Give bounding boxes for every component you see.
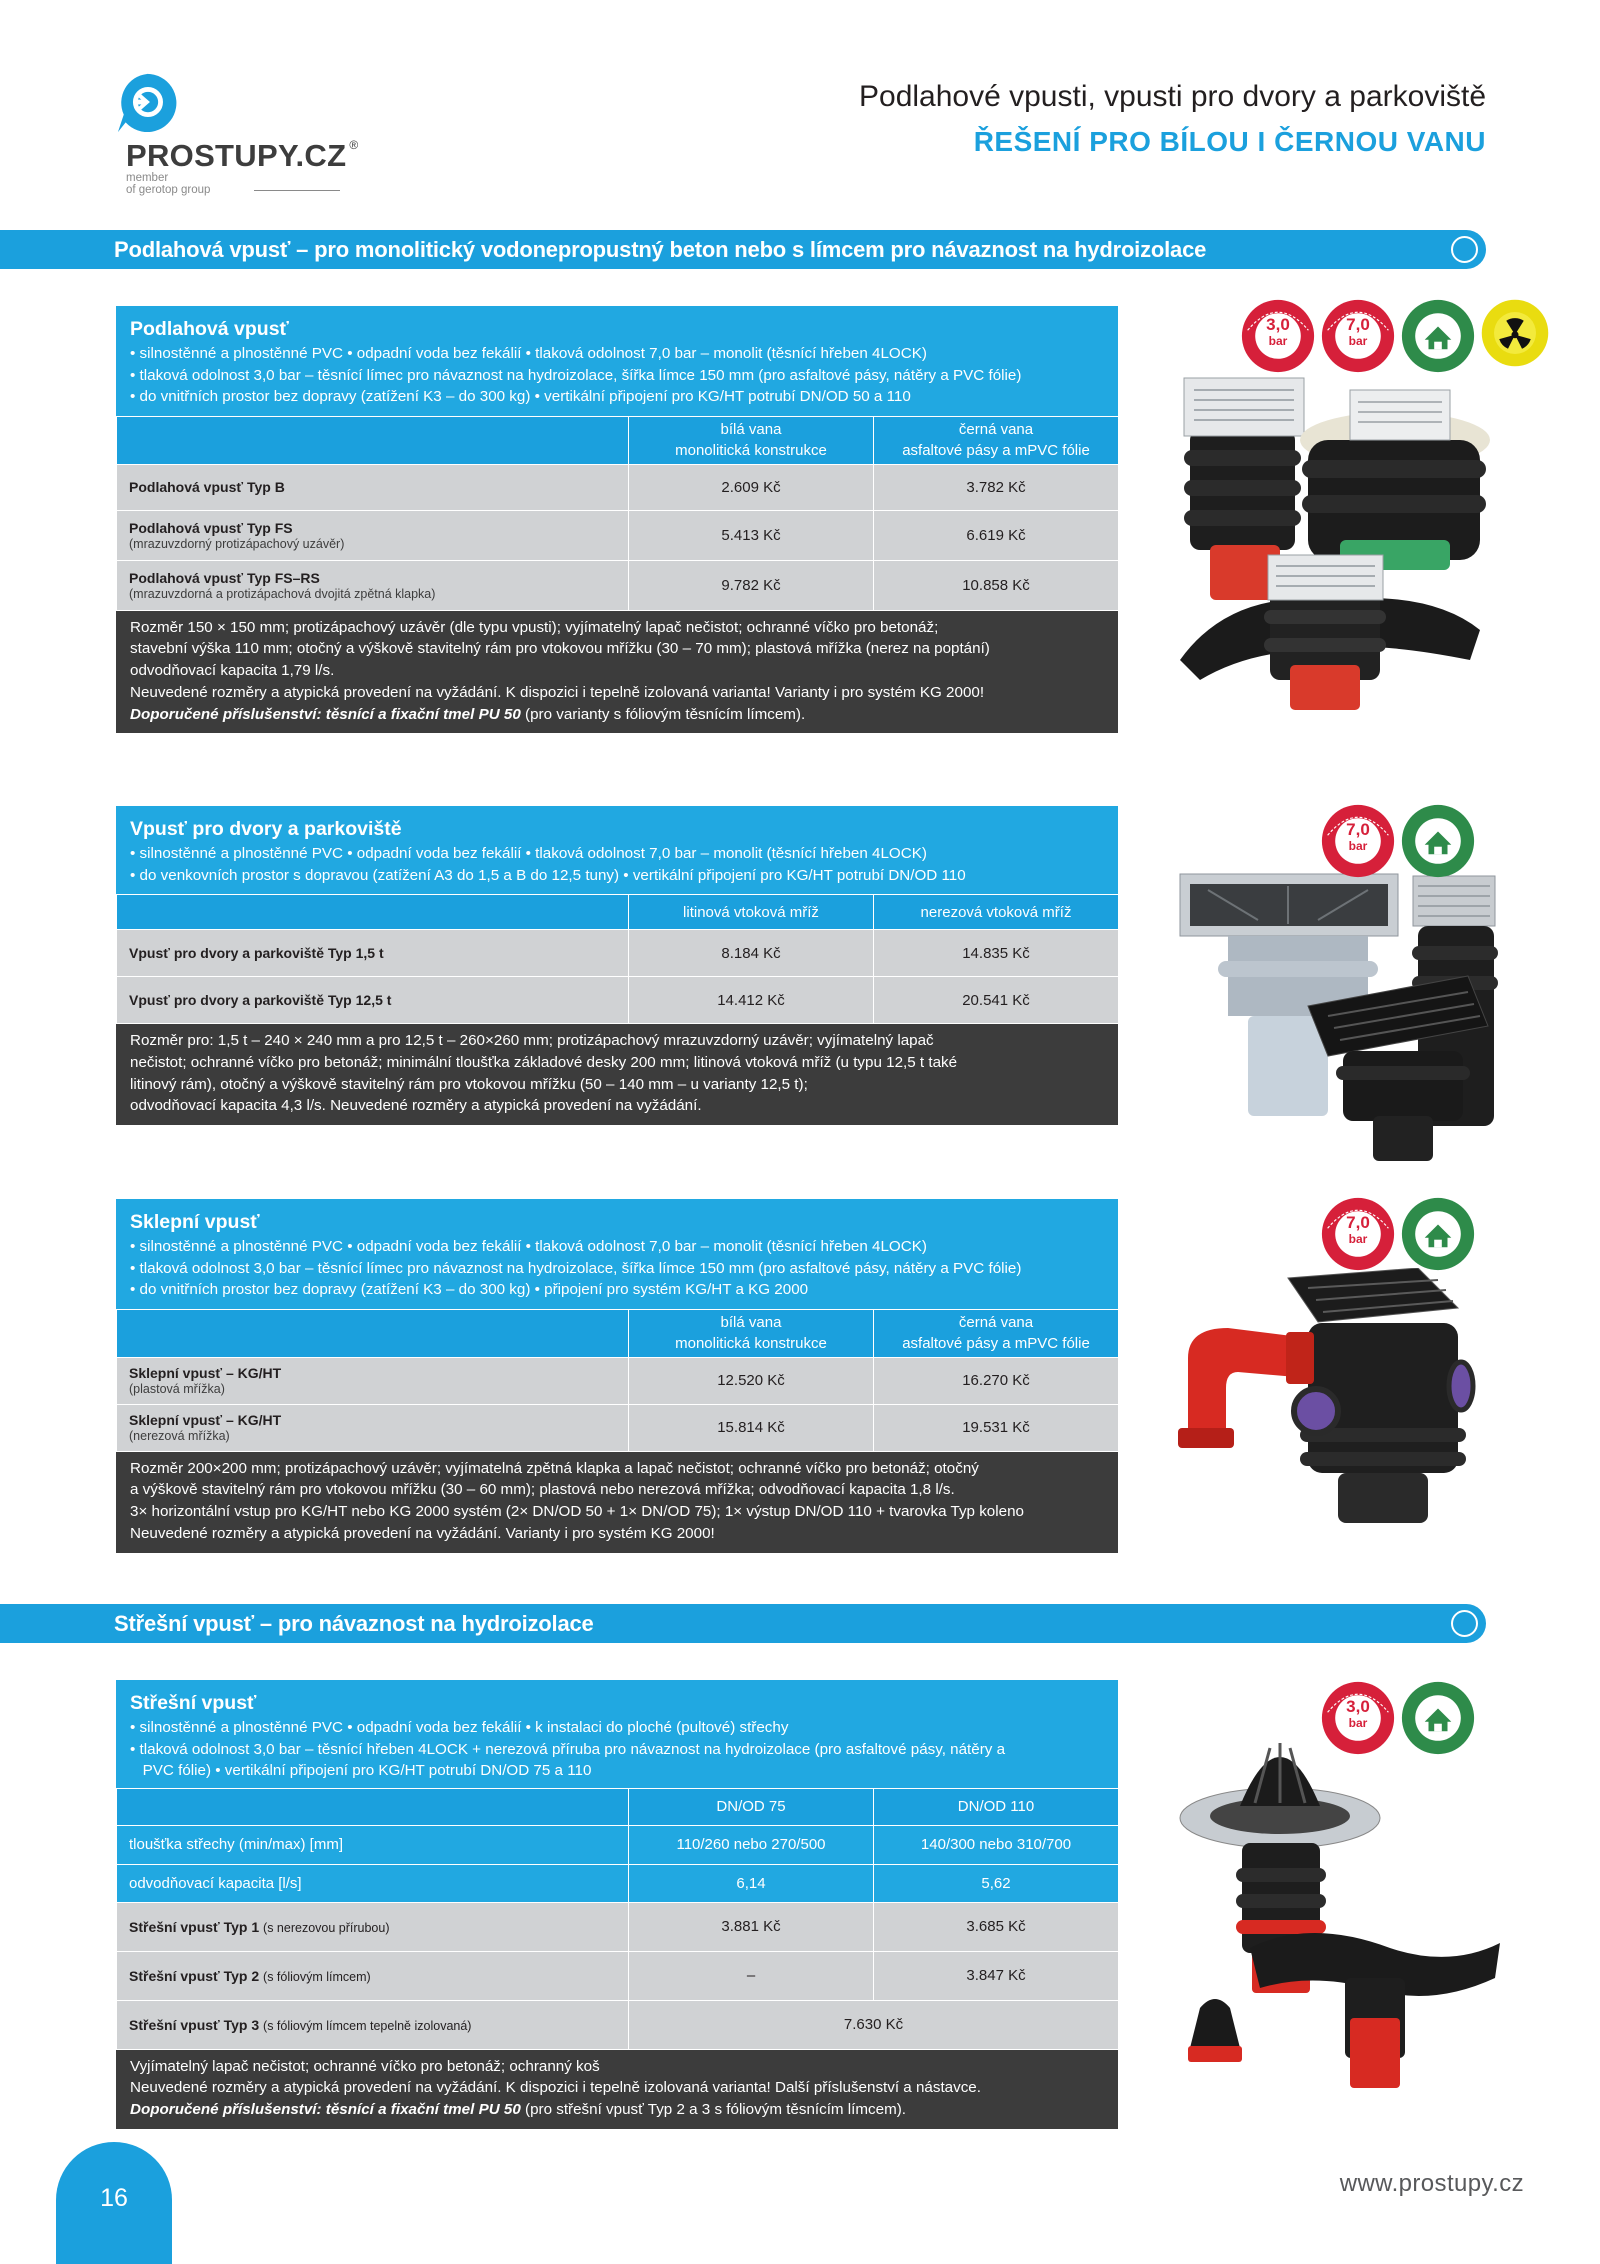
table-row bbox=[117, 1951, 1119, 2000]
pressure-7-bar-badge: 7,0 bar bbox=[1320, 1196, 1396, 1272]
spec-row bbox=[117, 1864, 1119, 1902]
product-block-floor-drain bbox=[116, 306, 1118, 733]
price-cell: 2.609 Kč bbox=[629, 464, 874, 510]
row-label: Podlahová vpusť Typ FS (mrazuvzdorný protizápachový uzávěr) bbox=[117, 510, 629, 560]
page-number-tab bbox=[56, 2142, 172, 2264]
new-building-badge bbox=[1400, 803, 1476, 879]
price-cell: 3.847 Kč bbox=[874, 1951, 1119, 2000]
block-bullet: • tlaková odolnost 3,0 bar – těsnící límec pro návaznost na hydroizolace, šířka límce 150 mm (pro asfaltové pásy, nátěry a PVC fólie) bbox=[130, 1259, 1022, 1277]
block-header bbox=[116, 806, 1118, 894]
price-cell: 20.541 Kč bbox=[874, 977, 1119, 1024]
block-note: Rozměr 150 × 150 mm; protizápachový uzávěr (dle typu vpusti); vyjímatelný lapač nečistot; ochranné víčko pro betonáž; stavební výška 110 mm; otočný a výškově stavitelný rám pro vtokovou mřížku (30 – 70 mm); plastová mřížka (nerez na poptání) odvodňovací kapacita 1,79 l/s. Neuvedené rozměry a atypická provedení na vyžádání. K dispozici i tepelně izolovaná varianta! Varianty i pro systém KG 2000! Doporučené příslušenství: těsnící a fixační tmel PU 50 (pro varianty s fóliovým těsnícím límcem). bbox=[116, 611, 1118, 734]
block-bullet: • do vnitřních prostor bez dopravy (zatížení K3 – do 300 kg) • vertikální připojení pro KG/HT potrubí DN/OD 50 a 110 bbox=[130, 388, 911, 405]
block-header bbox=[116, 1680, 1118, 1788]
column-header: černá vana asfaltové pásy a mPVC fólie bbox=[874, 1309, 1119, 1357]
price-cell: 3.685 Kč bbox=[874, 1902, 1119, 1951]
block-bullet: • tlaková odolnost 3,0 bar – těsnící límec pro návaznost na hydroizolace, šířka límce 150 mm (pro asfaltové pásy, nátěry a PVC fólie) bbox=[130, 366, 1022, 384]
spec-label: odvodňovací kapacita [l/s] bbox=[117, 1864, 629, 1902]
member-line-1: member bbox=[126, 172, 169, 184]
radon-protection-badge bbox=[1480, 298, 1550, 368]
section-bar-roof-drains bbox=[0, 1604, 1486, 1643]
row-label: Střešní vpusť Typ 3 (s fóliovým límcem tepelně izolovaná) bbox=[117, 2000, 629, 2049]
table-row bbox=[117, 510, 1119, 560]
table-row bbox=[117, 560, 1119, 610]
price-table bbox=[116, 894, 1119, 1024]
footer-website-link[interactable]: www.prostupy.cz bbox=[1339, 2170, 1524, 2197]
new-building-badge bbox=[1400, 1680, 1476, 1756]
price-cell: 5.413 Kč bbox=[629, 510, 874, 560]
table-row bbox=[117, 977, 1119, 1024]
section-title: Podlahová vpusť – pro monolitický vodonepropustný beton nebo s límcem pro návaznost na hydroizolace bbox=[114, 237, 1207, 262]
block-title: Sklepní vpusť bbox=[130, 1211, 260, 1233]
price-cell: – bbox=[629, 1951, 874, 2000]
table-row bbox=[117, 2000, 1119, 2049]
header-cell-empty bbox=[117, 1309, 629, 1357]
price-cell: 6.619 Kč bbox=[874, 510, 1119, 560]
block-note: Vyjímatelný lapač nečistot; ochranné víčko pro betonáž; ochranný koš Neuvedené rozměry a atypická provedení na vyžádání. K dispozici i tepelně izolovaná varianta! Další příslušenství a nástavce. Doporučené příslušenství: těsnící a fixační tmel PU 50 (pro střešní vpusť Typ 2 a 3 s fóliovým těsnícím límcem). bbox=[116, 2050, 1118, 2129]
spec-label: tloušťka střechy (min/max) [mm] bbox=[117, 1825, 629, 1864]
price-table bbox=[116, 1309, 1119, 1452]
column-header: bílá vana monolitická konstrukce bbox=[629, 416, 874, 464]
roof-drain-product-image bbox=[1170, 1718, 1500, 2108]
column-header: bílá vana monolitická konstrukce bbox=[629, 1309, 874, 1357]
block-note: Rozměr pro: 1,5 t – 240 × 240 mm a pro 12,5 t – 260×260 mm; protizápachový mrazuvzdorný uzávěr; vyjímatelný lapač nečistot; ochranné víčko pro betonáž; minimální tloušťka základové desky 200 mm; litinová vtoková mříž (u typu 12,5 t také litinový rám), otočný a výškově stavitelný rám pro vtokovou mřížku (50 – 140 mm – u varianty 12,5 t); odvodňovací kapacita 4,3 l/s. Neuvedené rozměry a atypická provedení na vyžádání. bbox=[116, 1024, 1118, 1125]
block-header bbox=[116, 306, 1118, 416]
spec-value: 6,14 bbox=[629, 1864, 874, 1902]
spec-value: 5,62 bbox=[874, 1864, 1119, 1902]
block-header bbox=[116, 1199, 1118, 1309]
price-cell: 3.782 Kč bbox=[874, 464, 1119, 510]
table-row bbox=[117, 1902, 1119, 1951]
table-row bbox=[117, 464, 1119, 510]
row-label: Podlahová vpusť Typ FS–RS (mrazuvzdorná a protizápachová dvojitá zpětná klapka) bbox=[117, 560, 629, 610]
table-row bbox=[117, 1357, 1119, 1404]
price-cell: 8.184 Kč bbox=[629, 930, 874, 977]
column-header: litinová vtoková mříž bbox=[629, 895, 874, 930]
accessory-highlight: Doporučené příslušenství: těsnící a fixační tmel PU 50 bbox=[130, 705, 521, 723]
pressure-7-bar-badge: 7,0 bar bbox=[1320, 803, 1396, 879]
price-table bbox=[116, 416, 1119, 611]
accessory-highlight: Doporučené příslušenství: těsnící a fixační tmel PU 50 bbox=[130, 2101, 521, 2119]
new-building-badge bbox=[1400, 1196, 1476, 1272]
price-cell: 10.858 Kč bbox=[874, 560, 1119, 610]
header-cell-empty bbox=[117, 1788, 629, 1825]
column-header: DN/OD 75 bbox=[629, 1788, 874, 1825]
section-bar-floor-drains bbox=[0, 230, 1486, 269]
pressure-3-bar-badge: 3,0 bar bbox=[1320, 1680, 1396, 1756]
new-building-badge bbox=[1400, 298, 1476, 374]
row-label: Sklepní vpusť – KG/HT (plastová mřížka) bbox=[117, 1357, 629, 1404]
price-cell: 15.814 Kč bbox=[629, 1404, 874, 1451]
block-bullet: PVC fólie) • vertikální připojení pro KG/HT potrubí DN/OD 75 a 110 bbox=[130, 1762, 592, 1779]
page-title: Podlahové vpusti, vpusti pro dvory a parkoviště bbox=[859, 80, 1486, 113]
block-title: Střešní vpusť bbox=[130, 1692, 257, 1714]
ring-icon bbox=[1451, 1610, 1478, 1637]
block-bullet: • do vnitřních prostor bez dopravy (zatížení K3 – do 300 kg) • připojení pro systém KG/HT a KG 2000 bbox=[130, 1281, 809, 1298]
brand-logo[interactable] bbox=[112, 62, 372, 202]
page-number: 16 bbox=[100, 2184, 128, 2212]
row-label: Střešní vpusť Typ 1 (s nerezovou přírubou) bbox=[117, 1902, 629, 1951]
price-cell: 12.520 Kč bbox=[629, 1357, 874, 1404]
spec-value: 110/260 nebo 270/500 bbox=[629, 1825, 874, 1864]
spec-row bbox=[117, 1825, 1119, 1864]
block-bullet: • silnostěnné a plnostěnné PVC • odpadní voda bez fekálií • tlaková odolnost 7,0 bar – monolit (těsnící hřeben 4LOCK) bbox=[130, 1238, 927, 1255]
ring-icon bbox=[1451, 236, 1478, 263]
price-table bbox=[116, 1788, 1119, 2050]
row-label: Vpusť pro dvory a parkoviště Typ 12,5 t bbox=[117, 977, 629, 1024]
member-line-2: of gerotop group bbox=[126, 184, 211, 196]
product-block-roof-drain bbox=[116, 1680, 1118, 2129]
price-cell: 3.881 Kč bbox=[629, 1902, 874, 1951]
pressure-7-bar-badge: 7,0 bar bbox=[1320, 298, 1396, 374]
logo-mark-icon bbox=[116, 72, 178, 134]
product-block-cellar-drain bbox=[116, 1199, 1118, 1553]
product-block-yard-drain bbox=[116, 806, 1118, 1125]
price-cell-merged: 7.630 Kč bbox=[629, 2000, 1119, 2049]
block-bullet: • tlaková odolnost 3,0 bar – těsnící hřeben 4LOCK + nerezová příruba pro návaznost na hydroizolace (pro asfaltové pásy, nátěry a bbox=[130, 1740, 1006, 1758]
table-row bbox=[117, 930, 1119, 977]
price-cell: 16.270 Kč bbox=[874, 1357, 1119, 1404]
pressure-3-bar-badge: 3,0 bar bbox=[1240, 298, 1316, 374]
block-title: Podlahová vpusť bbox=[130, 318, 289, 340]
price-cell: 19.531 Kč bbox=[874, 1404, 1119, 1451]
block-bullet: • silnostěnné a plnostěnné PVC • odpadní voda bez fekálií • tlaková odolnost 7,0 bar – monolit (těsnící hřeben 4LOCK) bbox=[130, 345, 927, 362]
column-header: DN/OD 110 bbox=[874, 1788, 1119, 1825]
yard-drain-product-image bbox=[1168, 866, 1498, 1166]
cellar-drain-product-image bbox=[1168, 1268, 1498, 1528]
logo-divider bbox=[254, 190, 340, 191]
header-cell-empty bbox=[117, 416, 629, 464]
price-cell: 9.782 Kč bbox=[629, 560, 874, 610]
block-bullet: • silnostěnné a plnostěnné PVC • odpadní voda bez fekálií • tlaková odolnost 7,0 bar – monolit (těsnící hřeben 4LOCK) bbox=[130, 845, 927, 862]
row-label: Podlahová vpusť Typ B bbox=[117, 464, 629, 510]
registered-mark: ® bbox=[349, 138, 359, 152]
header-cell-empty bbox=[117, 895, 629, 930]
column-header: černá vana asfaltové pásy a mPVC fólie bbox=[874, 416, 1119, 464]
row-label: Vpusť pro dvory a parkoviště Typ 1,5 t bbox=[117, 930, 629, 977]
row-label: Střešní vpusť Typ 2 (s fóliovým límcem) bbox=[117, 1951, 629, 2000]
section-title: Střešní vpusť – pro návaznost na hydroizolace bbox=[114, 1611, 594, 1636]
brand-member-text bbox=[126, 172, 210, 196]
page-subtitle: ŘEŠENÍ PRO BÍLOU I ČERNOU VANU bbox=[973, 126, 1486, 157]
floor-drain-product-image bbox=[1170, 360, 1490, 720]
block-note: Rozměr 200×200 mm; protizápachový uzávěr; vyjímatelná zpětná klapka a lapač nečistot; ochranné víčko pro betonáž; otočný a výškově stavitelný rám pro vtokovou mřížku (30 – 60 mm); plastová nebo nerezová mřížka; odvodňovací kapacita 1,8 l/s. 3× horizontální vstup pro KG/HT nebo KG 2000 systém (2× DN/OD 50 + 1× DN/OD 75); 1× výstup DN/OD 110 + tvarovka Typ koleno Neuvedené rozměry a atypická provedení na vyžádání. Varianty i pro systém KG 2000! bbox=[116, 1452, 1118, 1553]
price-cell: 14.835 Kč bbox=[874, 930, 1119, 977]
block-title: Vpusť pro dvory a parkoviště bbox=[130, 818, 402, 840]
price-cell: 14.412 Kč bbox=[629, 977, 874, 1024]
block-bullet: • silnostěnné a plnostěnné PVC • odpadní voda bez fekálií • k instalaci do ploché (pultové) střechy bbox=[130, 1719, 789, 1736]
spec-value: 140/300 nebo 310/700 bbox=[874, 1825, 1119, 1864]
table-row bbox=[117, 1404, 1119, 1451]
row-label: Sklepní vpusť – KG/HT (nerezová mřížka) bbox=[117, 1404, 629, 1451]
block-bullet: • do venkovních prostor s dopravou (zatížení A3 do 1,5 a B do 12,5 tuny) • vertikální připojení pro KG/HT potrubí DN/OD 110 bbox=[130, 866, 966, 884]
brand-name: PROSTUPY.CZ bbox=[126, 138, 347, 173]
column-header: nerezová vtoková mříž bbox=[874, 895, 1119, 930]
